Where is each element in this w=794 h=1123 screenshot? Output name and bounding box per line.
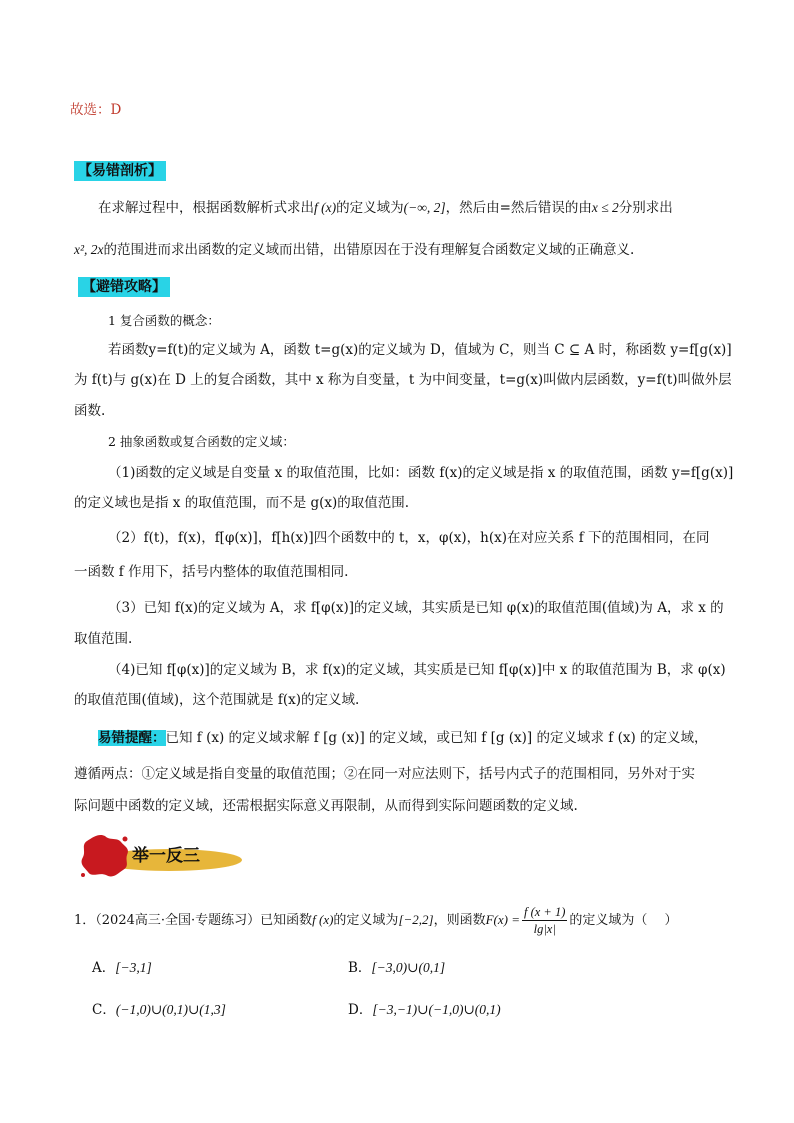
strategy-s2-p4-line-1: （4)已知 f[φ(x)]的定义域为 B，求 f(x)的定义域，其实质是已知 f[φ(x)]中 x 的取值范围为 B，求 φ(x) bbox=[108, 662, 726, 678]
error-analysis-line-2: x², 2x的范围进而求出函数的定义域而出错，出错原因在于没有理解复合函数定义域的正确意义. bbox=[74, 242, 635, 258]
reminder-line-1: 易错提醒：已知 f (x) 的定义域求解 f [g (x)] 的定义域，或已知 f [g (x)] 的定义域求 f (x) 的定义域， bbox=[98, 730, 708, 746]
strategy-s1-title: 1 复合函数的概念： bbox=[108, 313, 220, 328]
strategy-s2-title: 2 抽象函数或复合函数的定义域： bbox=[108, 434, 295, 449]
option-a[interactable]: A．[−3,1] bbox=[92, 960, 152, 976]
option-d[interactable]: D．[−3,−1)∪(−1,0)∪(0,1) bbox=[348, 1002, 501, 1018]
option-b[interactable]: B．[−3,0)∪(0,1] bbox=[348, 960, 446, 976]
reminder-label: 易错提醒： bbox=[98, 730, 166, 746]
strategy-s1-line-1: 若函数y=f(t)的定义域为 A，函数 t=g(x)的定义域为 D，值域为 C，则当 C ⊆ A 时，称函数 y=f[g(x)] bbox=[108, 342, 732, 358]
strategy-tag: 【避错攻略】 bbox=[78, 276, 170, 296]
fraction: $\frac{f (x + 1)}{\lg|x|}$ bbox=[524, 905, 566, 936]
strategy-s1-line-3: 函数. bbox=[74, 403, 106, 419]
strategy-s2-p2-line-2: 一函数 f 作用下，括号内整体的取值范围相同. bbox=[74, 564, 349, 580]
strategy-s2-p1-line-1: （1)函数的定义域是自变量 x 的取值范围，比如：函数 f(x)的定义域是指 x 的取值范围，函数 y=f[g(x)] bbox=[108, 465, 734, 481]
strategy-s2-p3-line-1: （3）已知 f(x)的定义域为 A，求 f[φ(x)]的定义域，其实质是已知 φ(x)的取值范围(值域)为 A，求 x 的 bbox=[108, 600, 724, 616]
strategy-s1-line-2: 为 f(t)与 g(x)在 D 上的复合函数，其中 x 称为自变量，t 为中间变量，t=g(x)叫做内层函数，y=f(t)叫做外层 bbox=[74, 372, 732, 388]
answer-line: 故选：D bbox=[70, 102, 122, 118]
question-stem: 1．（2024高三·全国·专题练习）已知函数f (x)的定义域为[−2,2]，则函数F(x) = $\frac{f (x + 1)}{\lg|x|}$ 的定义域为（ ） bbox=[74, 905, 678, 936]
error-analysis-tag: 【易错剖析】 bbox=[74, 160, 166, 180]
strategy-s2-p4-line-2: 的取值范围(值域)，这个范围就是 f(x)的定义域. bbox=[74, 692, 360, 708]
strategy-s2-p3-line-2: 取值范围. bbox=[74, 631, 133, 647]
error-analysis-line-1: 在求解过程中，根据函数解析式求出f (x)的定义域为(−∞, 2]，然后由=然后错误的由x ≤ 2分别求出 bbox=[98, 200, 673, 216]
banner-title: 举一反三 bbox=[132, 846, 200, 866]
banner-splat-icon bbox=[79, 833, 131, 879]
option-c[interactable]: C．(−1,0)∪(0,1)∪(1,3] bbox=[92, 1002, 226, 1018]
reminder-line-2: 遵循两点：①定义域是指自变量的取值范围；②在同一对应法则下，括号内式子的范围相同，另外对于实 bbox=[74, 766, 695, 782]
reminder-line-3: 际问题中函数的定义域，还需根据实际意义再限制，从而得到实际问题函数的定义域. bbox=[74, 798, 578, 814]
strategy-s2-p2-line-1: （2）f(t)，f(x)，f[φ(x)]，f[h(x)]四个函数中的 t，x，φ(x)，h(x)在对应关系 f 下的范围相同，在同 bbox=[108, 530, 710, 546]
strategy-s2-p1-line-2: 的定义域也是指 x 的取值范围，而不是 g(x)的取值范围. bbox=[74, 495, 410, 511]
